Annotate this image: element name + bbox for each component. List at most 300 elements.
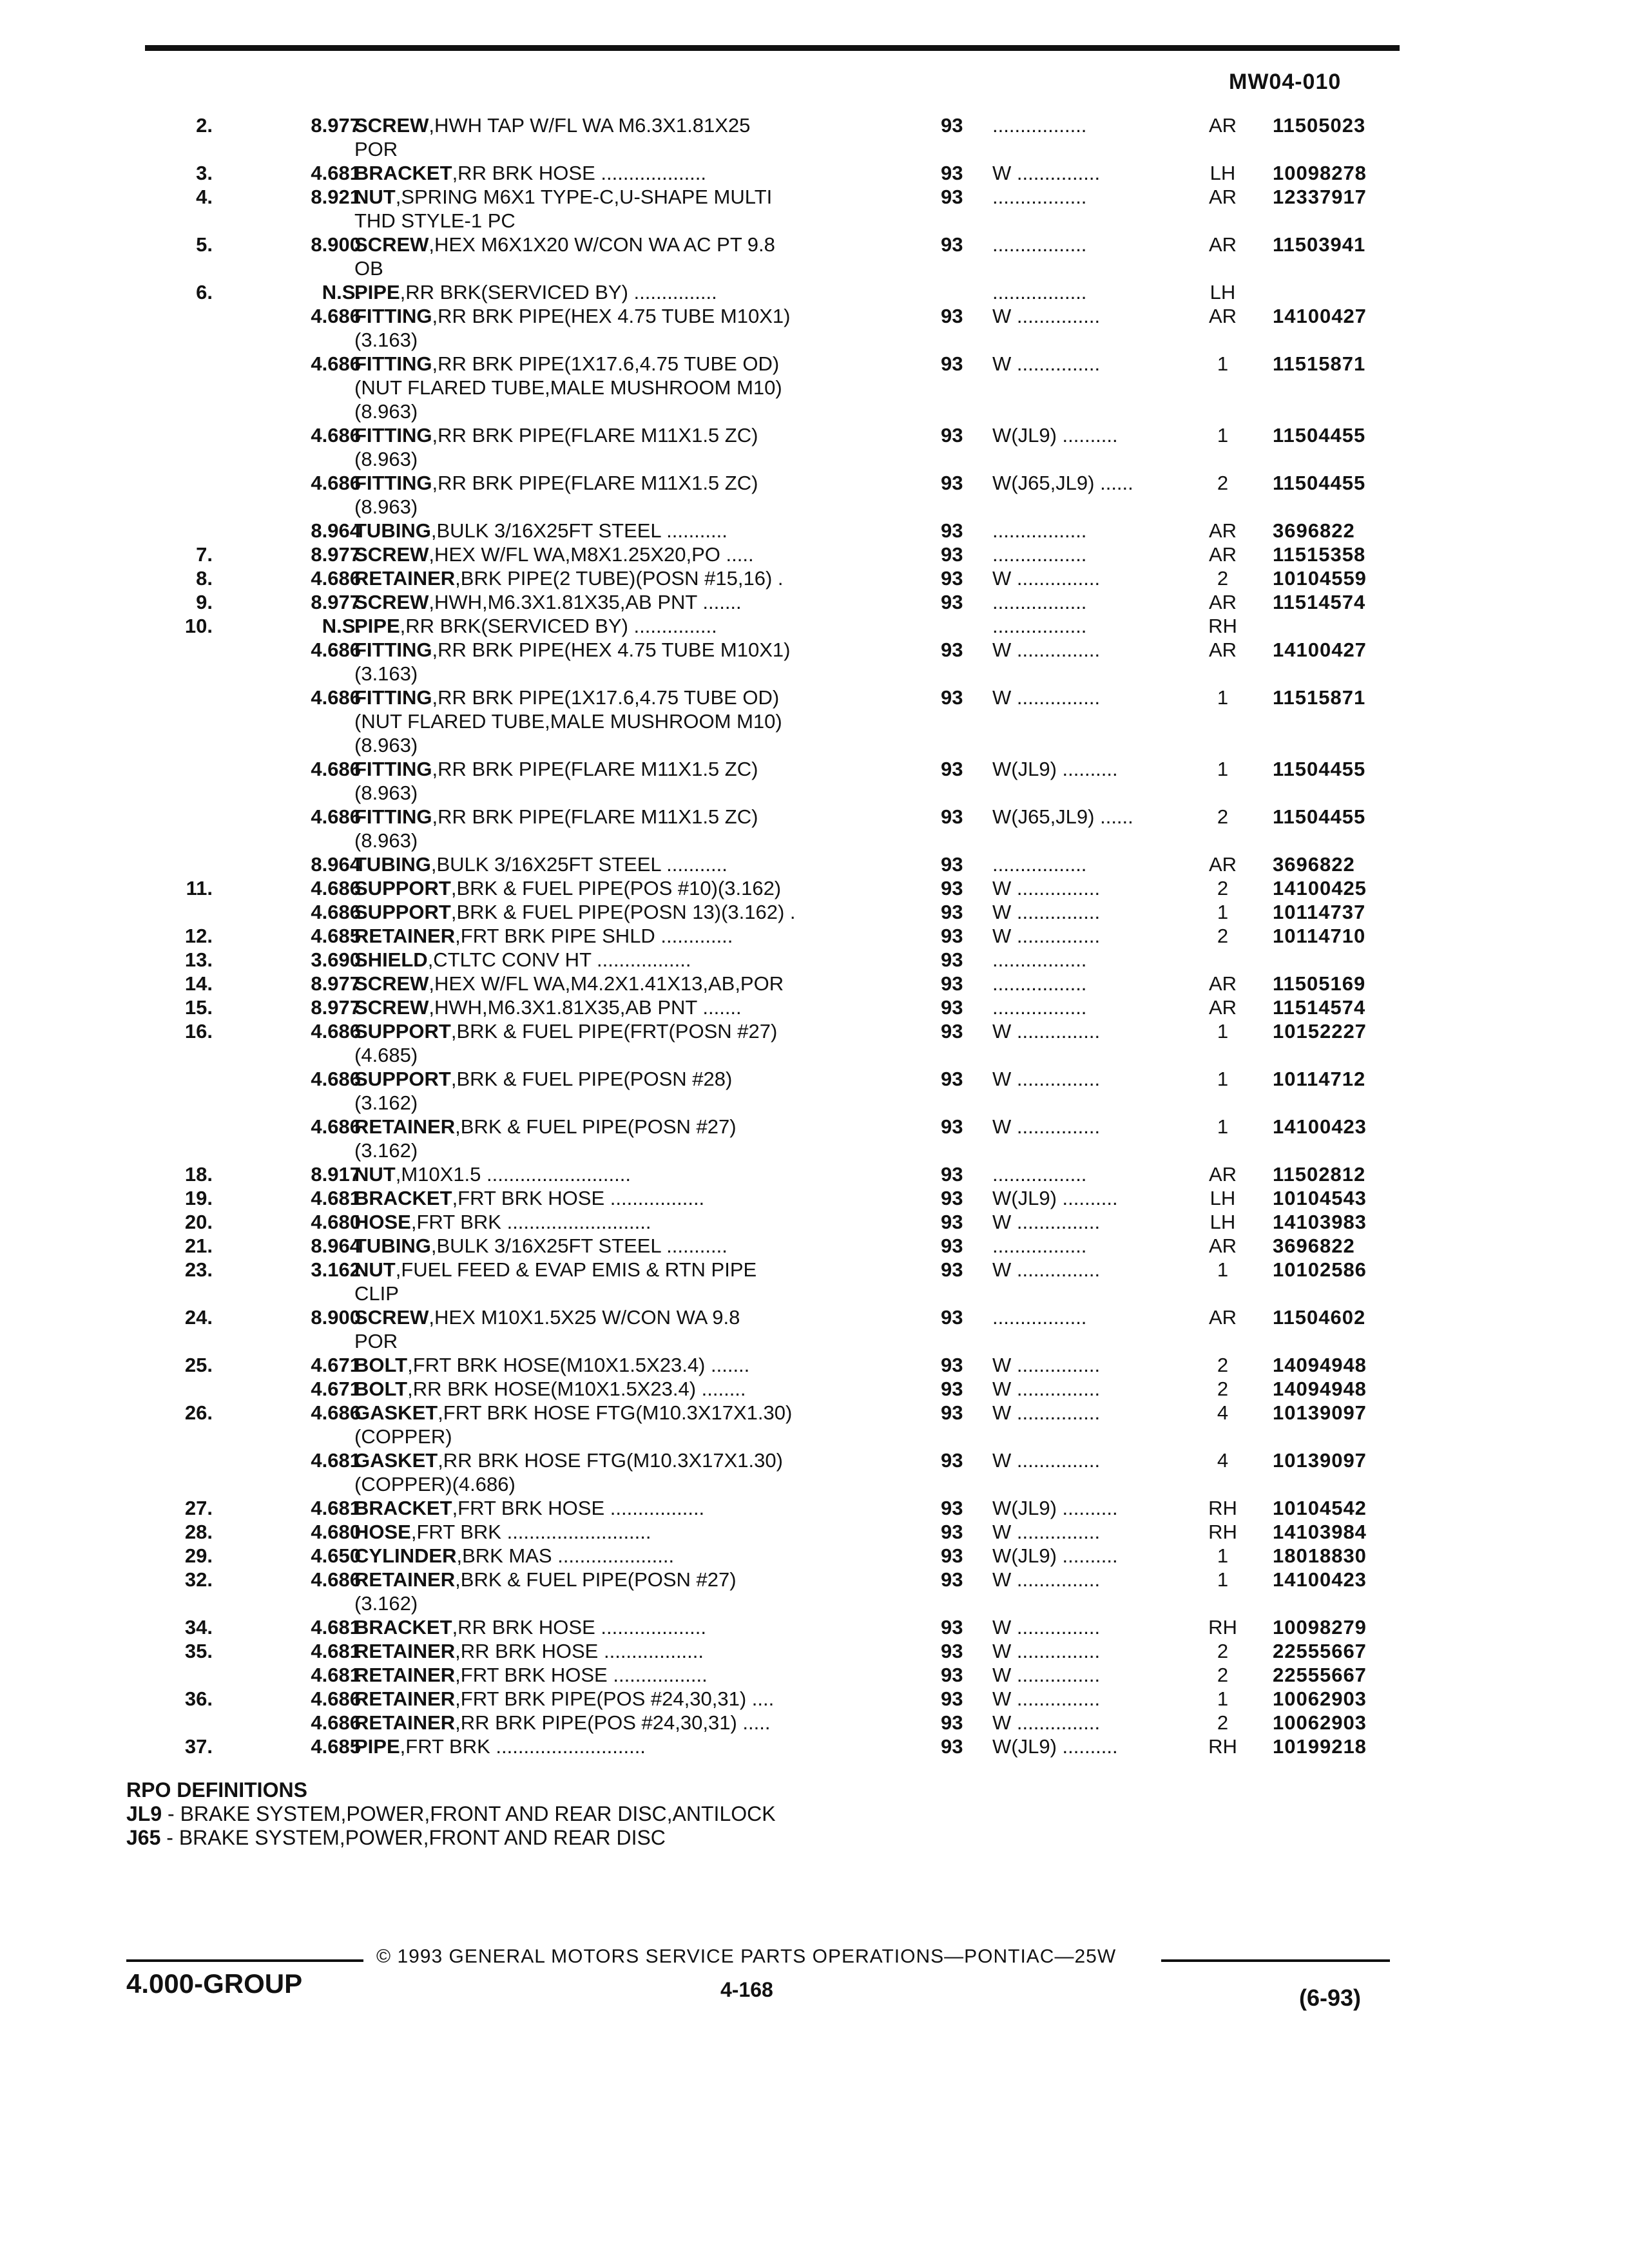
part-number: 11504455 [1273,472,1366,494]
usage-notes: W ............... [992,567,1101,590]
table-row [116,1663,1405,1687]
model-year: 93 [941,519,963,542]
table-row [116,304,1405,328]
usage-notes: W ............... [992,305,1101,327]
description [354,1544,674,1568]
part-name: SHIELD [354,948,428,971]
table-row [116,757,1405,781]
part-number: 10104559 [1273,567,1367,590]
quantity: LH [1210,1187,1236,1209]
ref-number: 37. [184,1735,213,1758]
part-name: SCREW [354,591,429,613]
rpo-definitions [126,1778,776,1850]
part-name: NUT [354,1258,396,1281]
table-row [116,1735,1405,1758]
part-detail: CLIP [354,1282,399,1305]
part-name: TUBING [354,1235,431,1257]
part-name: FITTING [354,472,432,494]
part-detail: ,FRT BRK HOSE FTG(M10.3X17X1.30) [438,1401,793,1424]
usage-notes: W ............... [992,1687,1101,1710]
part-detail: ,RR BRK PIPE(HEX 4.75 TUBE M10X1) [432,639,791,661]
table-row [116,805,1405,829]
part-detail: ,RR BRK PIPE(FLARE M11X1.5 ZC) [432,472,758,494]
description [354,304,790,328]
part-number: 11515871 [1273,686,1366,709]
part-detail: ,RR BRK PIPE(POS #24,30,31) ..... [455,1711,771,1734]
ref-number: 25. [184,1354,213,1376]
table-row [116,876,1405,900]
usage-notes: ................. [992,591,1087,613]
group-number: 3.690 [311,948,361,971]
quantity: 2 [1217,925,1229,947]
description [354,900,796,924]
ref-number: 11. [186,877,213,899]
part-number: 10062903 [1273,1711,1367,1734]
description [354,376,782,399]
quantity: 1 [1217,424,1229,447]
rpo-text: - BRAKE SYSTEM,POWER,FRONT AND REAR DISC [160,1826,666,1849]
model-year: 93 [941,1711,963,1734]
table-row [116,900,1405,924]
part-name: TUBING [354,853,431,876]
part-detail: ,BRK & FUEL PIPE(POSN 13)(3.162) . [450,901,796,923]
table-row [116,924,1405,948]
part-detail: ,BRK & FUEL PIPE(POSN #27) [455,1568,737,1591]
group-number: 4.680 [311,1211,361,1233]
model-year: 93 [941,925,963,947]
part-detail: ,FRT BRK .......................... [410,1521,651,1543]
usage-notes: W ............... [992,1449,1101,1472]
description [354,495,418,519]
part-detail: ,RR BRK PIPE(1X17.6,4.75 TUBE OD) [432,352,780,375]
usage-notes: ................. [992,1235,1087,1257]
model-year: 93 [941,305,963,327]
quantity: LH [1210,281,1236,303]
part-detail: ,HEX W/FL WA,M4.2X1.41X13,AB,POR [429,972,784,995]
table-row [116,399,1405,423]
description [354,1448,783,1472]
ref-number: 24. [184,1306,213,1329]
group-number: 4.686 [311,877,361,899]
group-number: 4.686 [311,1115,361,1138]
model-year: 93 [941,1687,963,1710]
part-detail: (3.163) [354,329,418,351]
part-number: 18018830 [1273,1544,1367,1567]
quantity: 1 [1217,1258,1229,1281]
group-number: 4.686 [311,352,361,375]
usage-notes: W ............... [992,877,1101,899]
part-number: 11502812 [1273,1163,1366,1186]
ref-number: 20. [184,1211,213,1233]
part-number: 10152227 [1273,1020,1367,1043]
group-number: N.S. [322,615,361,637]
group-number: 8.977 [311,996,361,1019]
description [354,471,758,495]
part-number: 3696822 [1273,853,1355,876]
description [354,1234,728,1258]
description [354,447,418,471]
model-year: 93 [941,1163,963,1186]
group-number: 4.686 [311,1711,361,1734]
quantity: 1 [1217,1020,1229,1043]
table-row [116,1448,1405,1472]
description [354,1687,774,1711]
usage-notes: W ............... [992,162,1101,184]
usage-notes: W(JL9) .......... [992,424,1118,447]
ref-number: 23. [184,1258,213,1281]
usage-notes: W ............... [992,1258,1101,1281]
part-number: 11504455 [1273,758,1366,780]
usage-notes: W ............... [992,1711,1101,1734]
ref-number: 35. [184,1640,213,1662]
rpo-code: J65 [126,1826,161,1849]
part-detail: THD STYLE-1 PC [354,209,516,232]
quantity: 2 [1217,1354,1229,1376]
quantity: AR [1208,853,1237,876]
catalog-code: MW04-010 [1229,70,1342,94]
group-number: 8.964 [311,853,361,876]
part-detail: ,BULK 3/16X25FT STEEL ........... [430,853,728,876]
ref-number: 10. [184,615,213,637]
quantity: 2 [1217,1711,1229,1734]
usage-notes: ................. [992,996,1087,1019]
usage-notes: W ............... [992,1115,1101,1138]
table-row [116,1377,1405,1401]
description [354,686,779,709]
footer-rule-left [126,1959,363,1962]
usage-notes: ................. [992,948,1087,971]
usage-notes: W ............... [992,1568,1101,1591]
table-row [116,1425,1405,1448]
part-detail: (8.963) [354,495,418,518]
usage-notes: W ............... [992,639,1101,661]
description [354,1305,740,1329]
part-number: 10114737 [1273,901,1366,923]
usage-notes: W ............... [992,1521,1101,1543]
part-detail: ,BRK PIPE(2 TUBE)(POSN #15,16) . [455,567,784,590]
description [354,1139,418,1162]
ref-number: 34. [184,1616,213,1639]
usage-notes: W ............... [992,925,1101,947]
group-number: 4.681 [311,1664,361,1686]
part-name: NUT [354,186,396,208]
part-name: BOLT [354,1378,408,1400]
usage-notes: ................. [992,1163,1087,1186]
description [354,781,418,805]
quantity: AR [1208,305,1237,327]
part-detail: ,BRK & FUEL PIPE(FRT(POSN #27) [450,1020,778,1043]
group-number: 4.680 [311,1521,361,1543]
part-detail: ,HWH,M6.3X1.81X35,AB PNT ....... [429,996,742,1019]
quantity: AR [1208,972,1237,995]
rpo-item [126,1826,776,1850]
quantity: 1 [1217,1068,1229,1090]
model-year: 93 [941,162,963,184]
group-number: 4.681 [311,1497,361,1519]
group-number: 8.977 [311,543,361,566]
quantity: AR [1208,186,1237,208]
description [354,590,742,614]
quantity: AR [1208,543,1237,566]
model-year: 93 [941,233,963,256]
part-name: FITTING [354,686,432,709]
part-name: HOSE [354,1521,411,1543]
table-row [116,733,1405,757]
description [354,924,733,948]
part-number: 14100423 [1273,1115,1367,1138]
revision-date: (6-93) [1299,1984,1362,2011]
description [354,113,750,137]
part-number: 10104542 [1273,1497,1367,1519]
part-number: 11504455 [1273,805,1366,828]
description [354,1568,737,1591]
group-number: 8.964 [311,519,361,542]
description [354,948,691,972]
part-number: 11505023 [1273,114,1366,137]
table-row [116,1115,1405,1139]
page-number: 4-168 [720,1978,773,2001]
model-year: 93 [941,1616,963,1639]
description [354,1591,418,1615]
model-year: 93 [941,1640,963,1662]
footer-rule-right [1161,1959,1390,1962]
quantity: AR [1208,639,1237,661]
part-number: 10114710 [1273,925,1366,947]
description [354,1019,777,1043]
quantity: RH [1208,1521,1237,1543]
part-name: PIPE [354,281,400,303]
group-number: 4.685 [311,1735,361,1758]
table-row [116,972,1405,995]
table-row [116,376,1405,399]
ref-number: 16. [184,1020,213,1043]
part-detail: (3.162) [354,1091,418,1114]
model-year: 93 [941,686,963,709]
table-row [116,1043,1405,1067]
model-year: 93 [941,1235,963,1257]
part-detail: ,HEX M6X1X20 W/CON WA AC PT 9.8 [429,233,775,256]
table-row [116,1234,1405,1258]
description [354,757,758,781]
quantity: RH [1208,1616,1237,1639]
part-detail: (NUT FLARED TUBE,MALE MUSHROOM M10) [354,376,782,399]
table-row [116,1544,1405,1568]
quantity: 1 [1217,1568,1229,1591]
model-year: 93 [941,972,963,995]
part-number: 3696822 [1273,1235,1355,1257]
ref-number: 2. [196,114,213,137]
part-detail: ,RR BRK PIPE(FLARE M11X1.5 ZC) [432,805,758,828]
table-row [116,161,1405,185]
part-number: 11504455 [1273,424,1366,447]
usage-notes: ................. [992,233,1087,256]
rpo-title: RPO DEFINITIONS [126,1778,307,1802]
quantity: AR [1208,591,1237,613]
table-row [116,1019,1405,1043]
group-number: 8.900 [311,1306,361,1329]
usage-notes: W(J65,JL9) ...... [992,805,1133,828]
description [354,972,784,995]
group-number: 4.681 [311,1640,361,1662]
part-number: 14094948 [1273,1378,1367,1400]
model-year: 93 [941,853,963,876]
description [354,1735,646,1758]
usage-notes: ................. [992,281,1087,303]
description [354,733,418,757]
description [354,995,742,1019]
part-number: 14100427 [1273,305,1367,327]
description [354,185,772,209]
group-number: 4.686 [311,1568,361,1591]
ref-number: 6. [196,281,213,303]
part-name: RETAINER [354,1664,456,1686]
part-detail: ,FRT BRK HOSE ................. [452,1497,705,1519]
description [354,1639,704,1663]
quantity: AR [1208,996,1237,1019]
part-detail: ,BRK & FUEL PIPE(POS #10)(3.162) [450,877,782,899]
part-detail: ,RR BRK HOSE ................... [452,1616,707,1639]
usage-notes: ................. [992,615,1087,637]
model-year: 93 [941,1354,963,1376]
part-detail: ,FRT BRK HOSE ................. [452,1187,705,1209]
part-name: GASKET [354,1449,438,1472]
part-number: 10062903 [1273,1687,1367,1710]
table-row [116,566,1405,590]
table-row [116,614,1405,638]
part-name: RETAINER [354,1115,456,1138]
part-number: 10199218 [1273,1735,1367,1758]
table-row [116,1496,1405,1520]
part-number: 11515358 [1273,543,1366,566]
model-year: 93 [941,1544,963,1567]
description [354,161,706,185]
part-name: TUBING [354,519,431,542]
quantity: 1 [1217,686,1229,709]
table-row [116,1305,1405,1329]
table-row [116,686,1405,709]
part-detail: (NUT FLARED TUBE,MALE MUSHROOM M10) [354,710,782,733]
ref-number: 36. [184,1687,213,1710]
part-number: 11514574 [1273,591,1366,613]
part-name: RETAINER [354,1711,456,1734]
group-number: 8.977 [311,972,361,995]
quantity: 2 [1217,567,1229,590]
usage-notes: W ............... [992,1640,1101,1662]
group-number: 4.686 [311,424,361,447]
usage-notes: W ............... [992,1068,1101,1090]
part-detail: ,HWH,M6.3X1.81X35,AB PNT ....... [429,591,742,613]
ref-number: 21. [184,1235,213,1257]
part-number: 11515871 [1273,352,1366,375]
ref-number: 32. [184,1568,213,1591]
quantity: LH [1210,162,1236,184]
group-number: 4.686 [311,305,361,327]
part-name: RETAINER [354,1640,456,1662]
group-number: 4.681 [311,1187,361,1209]
description [354,1329,398,1353]
part-number: 10098278 [1273,162,1367,184]
table-row [116,1639,1405,1663]
description [354,328,418,352]
quantity: AR [1208,519,1237,542]
table-row [116,1162,1405,1186]
table-row [116,352,1405,376]
group-number: 4.686 [311,567,361,590]
part-name: FITTING [354,305,432,327]
description [354,256,383,280]
table-row [116,519,1405,543]
quantity: AR [1208,114,1237,137]
description [354,1067,732,1091]
model-year: 93 [941,1306,963,1329]
part-number: 10104543 [1273,1187,1367,1209]
part-detail: (3.162) [354,1139,418,1162]
part-detail: (8.963) [354,829,418,852]
usage-notes: ................. [992,972,1087,995]
part-detail: POR [354,138,398,160]
part-name: RETAINER [354,1687,456,1710]
usage-notes: W ............... [992,352,1101,375]
part-name: HOSE [354,1211,411,1233]
part-number: 14103983 [1273,1211,1367,1233]
part-detail: ,RR BRK HOSE(M10X1.5X23.4) ........ [407,1378,746,1400]
ref-number: 14. [184,972,213,995]
description [354,1091,418,1115]
description [354,1186,704,1210]
description [354,519,728,543]
group-number: 4.671 [311,1378,361,1400]
parts-list [116,113,1405,1758]
model-year: 93 [941,996,963,1019]
part-detail: ,FRT BRK PIPE SHLD ............. [455,925,733,947]
part-name: BOLT [354,1354,408,1376]
ref-number: 3. [196,162,213,184]
part-name: SCREW [354,543,429,566]
part-detail: (3.163) [354,662,418,685]
table-row [116,1139,1405,1162]
ref-number: 29. [184,1544,213,1567]
model-year: 93 [941,424,963,447]
part-number: 11514574 [1273,996,1366,1019]
table-row [116,1067,1405,1091]
group-number: 8.977 [311,114,361,137]
description [354,1472,516,1496]
description [354,1353,749,1377]
description [354,543,754,566]
part-name: GASKET [354,1401,438,1424]
part-number: 10139097 [1273,1449,1367,1472]
ref-number: 15. [184,996,213,1019]
quantity: RH [1208,615,1237,637]
part-name: CYLINDER [354,1544,457,1567]
table-row [116,1591,1405,1615]
usage-notes: W ............... [992,1664,1101,1686]
quantity: 1 [1217,1687,1229,1710]
table-row [116,543,1405,566]
part-detail: ,RR BRK PIPE(HEX 4.75 TUBE M10X1) [432,305,791,327]
copyright: © 1993 GENERAL MOTORS SERVICE PARTS OPERATIONS—PONTIAC—25W [376,1946,1117,1967]
part-detail: (8.963) [354,448,418,470]
ref-number: 7. [196,543,213,566]
part-detail: ,BRK MAS ..................... [456,1544,675,1567]
ref-number: 5. [196,233,213,256]
model-year: 93 [941,1258,963,1281]
group-number: 4.686 [311,1401,361,1424]
group-number: 4.686 [311,805,361,828]
model-year: 93 [941,758,963,780]
part-name: RETAINER [354,925,456,947]
table-row [116,638,1405,662]
